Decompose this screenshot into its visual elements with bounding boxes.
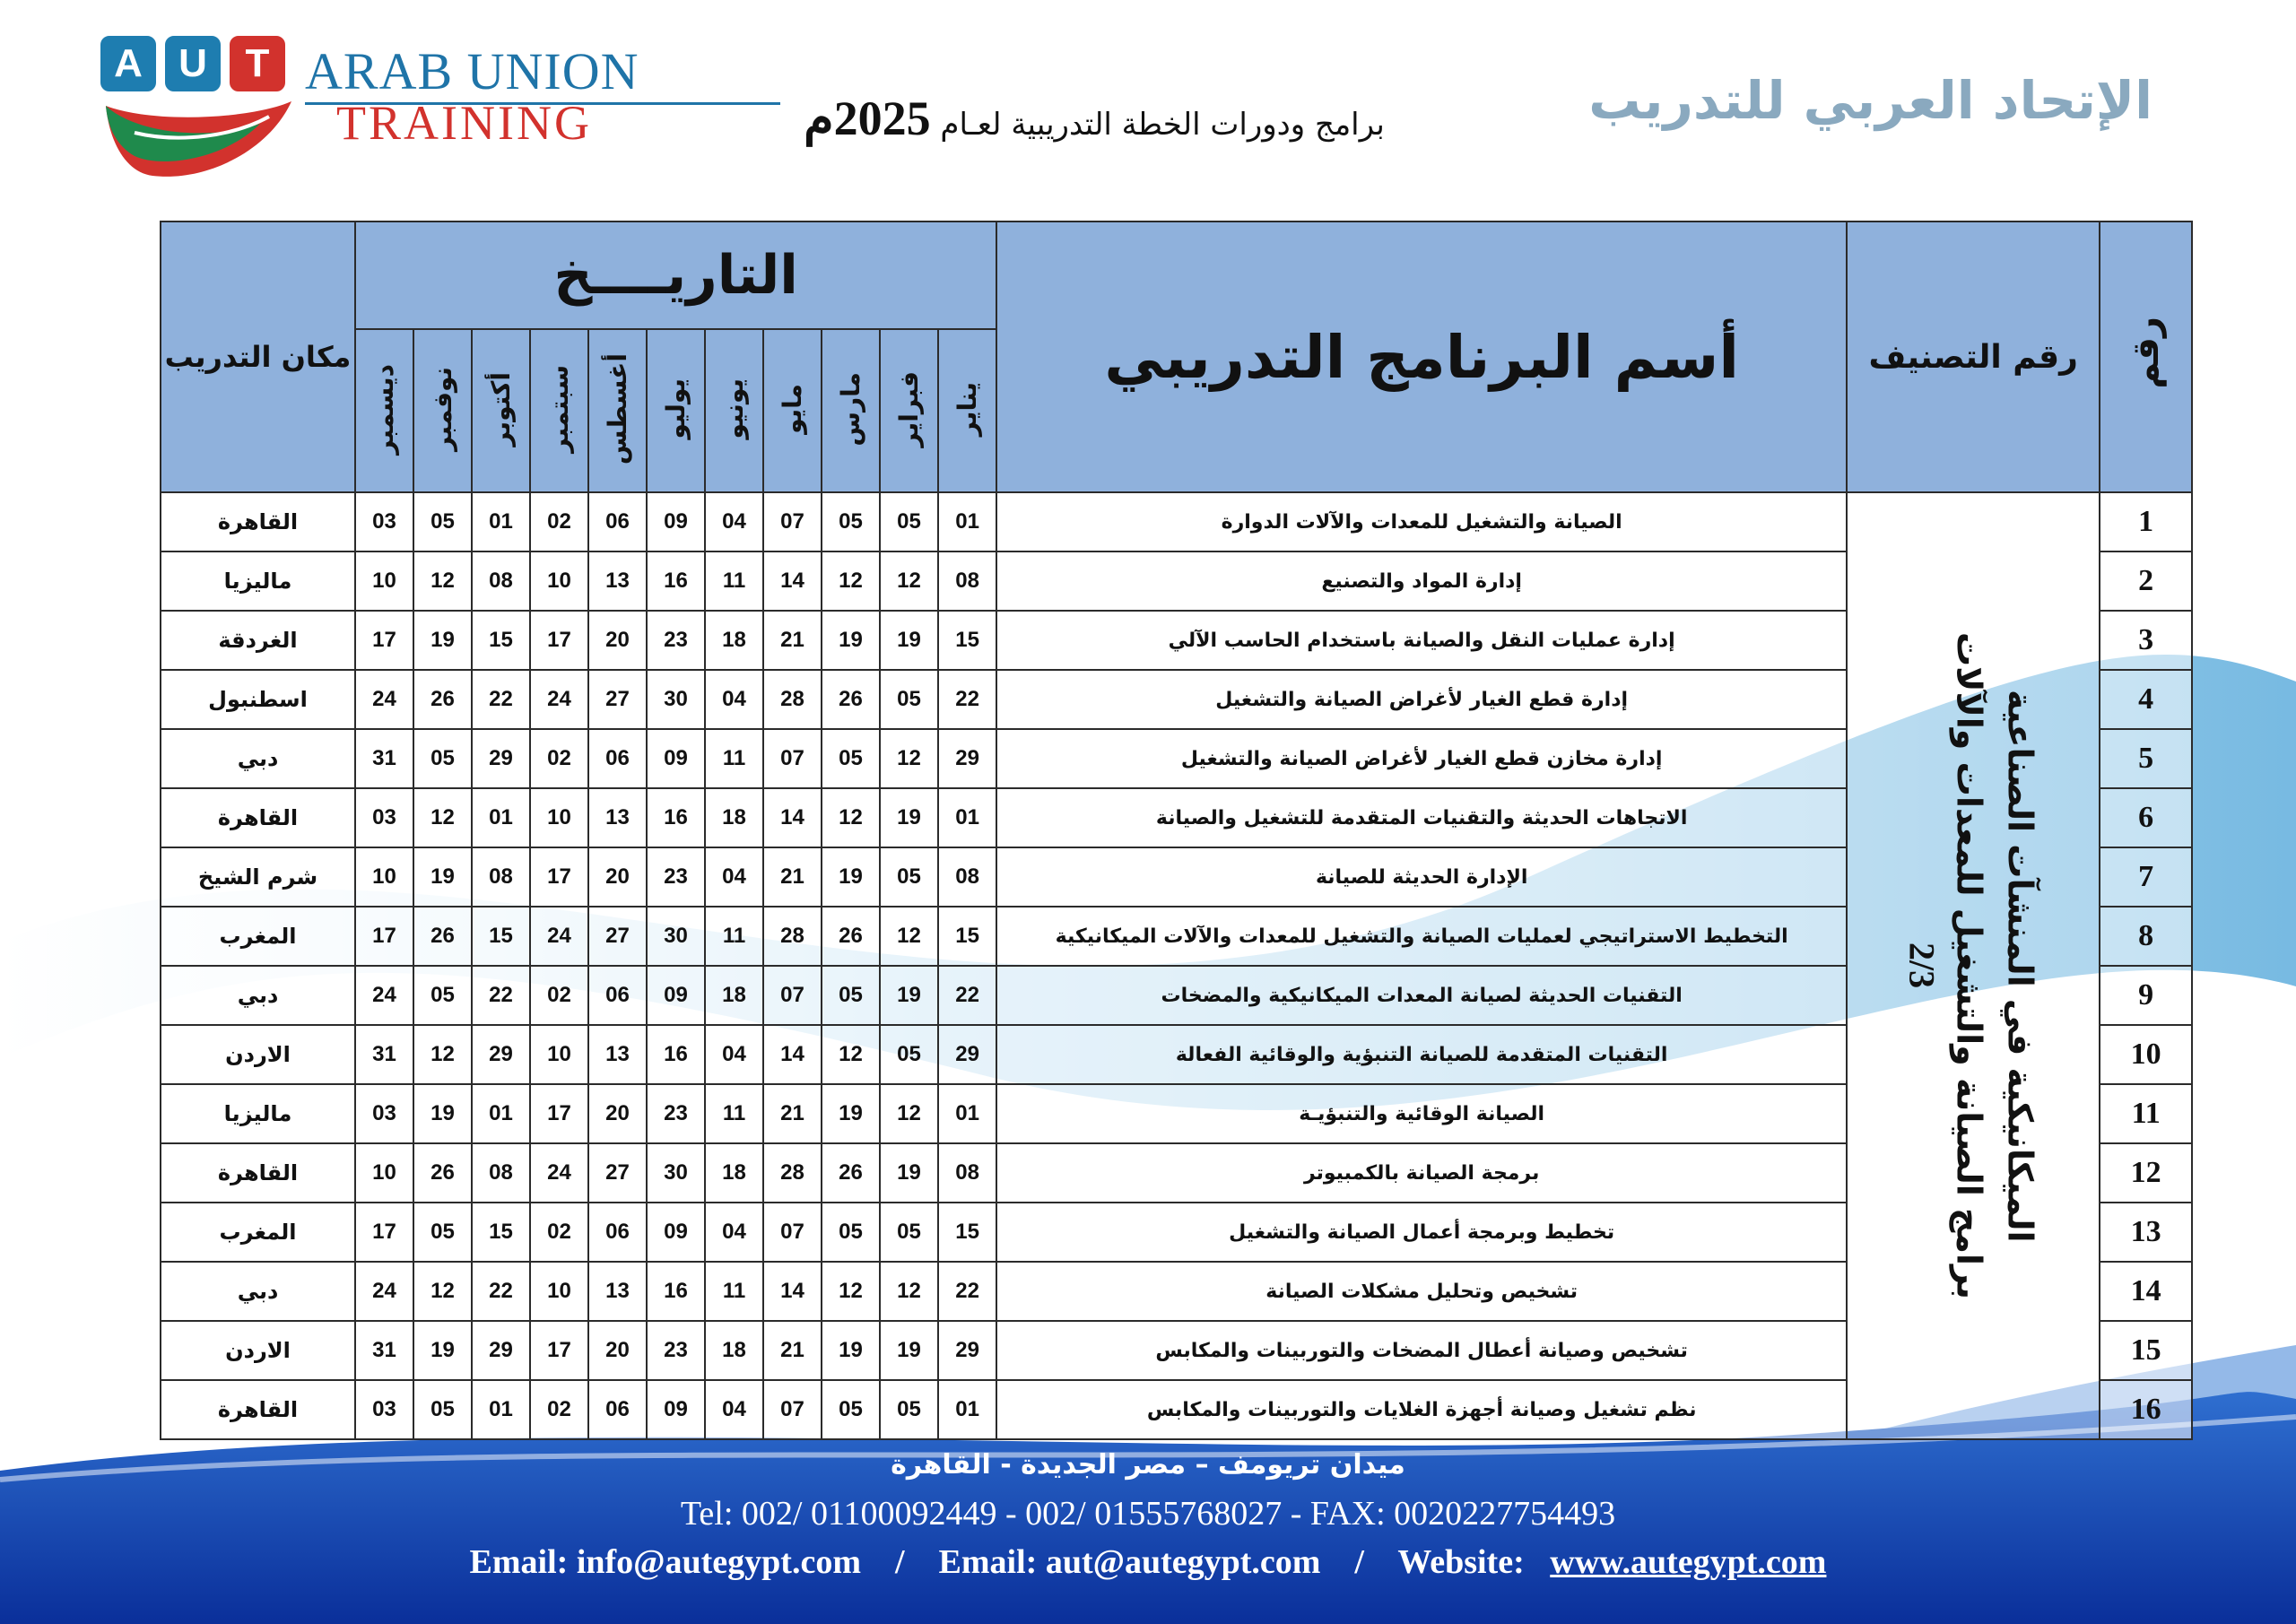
cell-date: 30 xyxy=(647,1143,705,1203)
cell-date: 01 xyxy=(472,788,530,847)
cell-date: 23 xyxy=(647,847,705,907)
month-label: يونيو xyxy=(719,378,749,439)
category-label-line2: الميكانيكية في المنشآت الصناعية xyxy=(2000,689,2040,1243)
cell-date: 01 xyxy=(938,1380,996,1439)
cell-date: 05 xyxy=(413,1203,472,1262)
cell-date: 19 xyxy=(822,847,880,907)
cell-program-name: تشخيص وصيانة أعطال المضخات والتوربينات والمكابس xyxy=(996,1321,1847,1380)
cell-date: 18 xyxy=(705,966,763,1025)
cell-date: 17 xyxy=(530,1321,588,1380)
cell-date: 14 xyxy=(763,788,822,847)
cell-program-name: التخطيط الاستراتيجي لعمليات الصيانة والتشغيل للمعدات والآلات الميكانيكية xyxy=(996,907,1847,966)
cell-date: 26 xyxy=(822,670,880,729)
footer-website-label: Website: xyxy=(1397,1543,1525,1581)
header-month xyxy=(355,329,413,492)
cell-date: 29 xyxy=(938,729,996,788)
cell-date: 21 xyxy=(763,1084,822,1143)
cell-date: 15 xyxy=(472,907,530,966)
cell-date: 11 xyxy=(705,551,763,611)
cell-date: 19 xyxy=(413,611,472,670)
footer-email-aut[interactable]: Email: aut@autegypt.com xyxy=(938,1543,1321,1581)
cell-date: 09 xyxy=(647,966,705,1025)
cell-program-name: إدارة المواد والتصنيع xyxy=(996,551,1847,611)
brand-name-line2: TRAINING xyxy=(336,96,592,150)
header-month xyxy=(413,329,472,492)
cell-date: 26 xyxy=(413,670,472,729)
cell-date: 12 xyxy=(822,1262,880,1321)
cell-date: 12 xyxy=(822,551,880,611)
cell-date: 10 xyxy=(355,551,413,611)
month-label: مارس xyxy=(836,371,865,447)
cell-date: 09 xyxy=(647,729,705,788)
cell-number: 9 xyxy=(2100,966,2192,1025)
cell-date: 20 xyxy=(588,1084,647,1143)
cell-date: 24 xyxy=(355,670,413,729)
cell-date: 05 xyxy=(880,492,938,551)
cell-date: 10 xyxy=(530,788,588,847)
cell-number: 6 xyxy=(2100,788,2192,847)
cell-date: 29 xyxy=(938,1321,996,1380)
cell-date: 05 xyxy=(880,1203,938,1262)
cell-date: 29 xyxy=(472,1025,530,1084)
cell-date: 10 xyxy=(355,1143,413,1203)
cell-date: 06 xyxy=(588,1203,647,1262)
cell-date: 27 xyxy=(588,907,647,966)
cell-number: 5 xyxy=(2100,729,2192,788)
cell-date: 12 xyxy=(880,729,938,788)
cell-date: 14 xyxy=(763,1262,822,1321)
cell-date: 08 xyxy=(472,1143,530,1203)
cell-date: 06 xyxy=(588,1380,647,1439)
footer-separator: / xyxy=(894,1543,905,1581)
cell-date: 19 xyxy=(880,1321,938,1380)
cell-date: 03 xyxy=(355,1380,413,1439)
cell-date: 15 xyxy=(472,1203,530,1262)
cell-date: 12 xyxy=(822,1025,880,1084)
page-header xyxy=(0,0,2296,206)
cell-date: 22 xyxy=(472,670,530,729)
title-year: 2025م xyxy=(804,91,931,145)
header-place: مكان التدريب xyxy=(161,221,355,492)
cell-date: 16 xyxy=(647,1025,705,1084)
cell-number: 11 xyxy=(2100,1084,2192,1143)
cell-date: 31 xyxy=(355,729,413,788)
cell-date: 01 xyxy=(938,788,996,847)
cell-date: 23 xyxy=(647,611,705,670)
footer-contacts xyxy=(0,1542,2296,1582)
cell-date: 28 xyxy=(763,670,822,729)
cell-program-name: إدارة مخازن قطع الغيار لأغراض الصيانة والتشغيل xyxy=(996,729,1847,788)
cell-number: 1 xyxy=(2100,492,2192,551)
cell-number: 16 xyxy=(2100,1380,2192,1439)
cell-date: 22 xyxy=(472,1262,530,1321)
header-month xyxy=(588,329,647,492)
cell-date: 05 xyxy=(880,1380,938,1439)
cell-date: 04 xyxy=(705,1380,763,1439)
cell-program-name: الصيانة الوقائية والتنبؤيـة xyxy=(996,1084,1847,1143)
aut-logo xyxy=(99,25,691,178)
cell-date: 22 xyxy=(938,670,996,729)
footer-email-info[interactable]: Email: info@autegypt.com xyxy=(469,1543,861,1581)
cell-date: 15 xyxy=(472,611,530,670)
logo-letter-a: A xyxy=(100,36,156,91)
cell-date: 04 xyxy=(705,847,763,907)
cell-date: 17 xyxy=(530,847,588,907)
page-footer xyxy=(0,1444,2296,1624)
cell-date: 05 xyxy=(822,1203,880,1262)
cell-program-name: تشخيص وتحليل مشكلات الصيانة xyxy=(996,1262,1847,1321)
training-plan-table xyxy=(160,221,2193,1440)
month-label: نوفمبر xyxy=(428,366,457,452)
cell-program-name: إدارة قطع الغيار لأغراض الصيانة والتشغيل xyxy=(996,670,1847,729)
month-label: يوليو xyxy=(661,378,691,439)
cell-number: 3 xyxy=(2100,611,2192,670)
cell-date: 06 xyxy=(588,729,647,788)
cell-place: القاهرة xyxy=(161,1380,355,1439)
cell-date: 08 xyxy=(938,551,996,611)
cell-date: 27 xyxy=(588,1143,647,1203)
cell-date: 04 xyxy=(705,492,763,551)
cell-program-name: التقنيات الحديثة لصيانة المعدات الميكانيكية والمضخات xyxy=(996,966,1847,1025)
header-number xyxy=(2100,221,2192,492)
cell-date: 31 xyxy=(355,1025,413,1084)
cell-program-name: تخطيط وبرمجة أعمال الصيانة والتشغيل xyxy=(996,1203,1847,1262)
cell-date: 12 xyxy=(880,551,938,611)
cell-date: 09 xyxy=(647,1380,705,1439)
cell-date: 15 xyxy=(938,907,996,966)
cell-date: 23 xyxy=(647,1084,705,1143)
cell-date: 19 xyxy=(880,966,938,1025)
cell-date: 19 xyxy=(880,611,938,670)
cell-place: القاهرة xyxy=(161,492,355,551)
cell-program-name: الاتجاهات الحديثة والتقنيات المتقدمة للتشغيل والصيانة xyxy=(996,788,1847,847)
header-month xyxy=(763,329,822,492)
brand-name-line1: ARAB UNION xyxy=(305,42,639,100)
cell-date: 05 xyxy=(413,492,472,551)
cell-date: 07 xyxy=(763,1380,822,1439)
cell-place: القاهرة xyxy=(161,1143,355,1203)
header-month xyxy=(880,329,938,492)
cell-date: 05 xyxy=(880,847,938,907)
cell-date: 13 xyxy=(588,1262,647,1321)
header-classification: رقم التصنيف xyxy=(1847,221,2100,492)
cell-date: 10 xyxy=(530,551,588,611)
cell-date: 28 xyxy=(763,907,822,966)
cell-date: 24 xyxy=(530,670,588,729)
cell-place: الاردن xyxy=(161,1321,355,1380)
cell-date: 21 xyxy=(763,1321,822,1380)
header-date: التاريــــخ xyxy=(355,221,996,329)
cell-program-name: التقنيات المتقدمة للصيانة التنبؤية والوقائية الفعالة xyxy=(996,1025,1847,1084)
cell-date: 15 xyxy=(938,1203,996,1262)
cell-date: 05 xyxy=(822,966,880,1025)
cell-date: 03 xyxy=(355,788,413,847)
cell-date: 22 xyxy=(938,966,996,1025)
cell-date: 12 xyxy=(413,551,472,611)
cell-place: دبي xyxy=(161,729,355,788)
cell-date: 18 xyxy=(705,1321,763,1380)
cell-date: 03 xyxy=(355,1084,413,1143)
cell-place: القاهرة xyxy=(161,788,355,847)
cell-date: 20 xyxy=(588,611,647,670)
document-title xyxy=(771,90,1417,146)
cell-date: 19 xyxy=(413,1321,472,1380)
cell-date: 01 xyxy=(472,1084,530,1143)
cell-date: 24 xyxy=(355,1262,413,1321)
cell-date: 29 xyxy=(938,1025,996,1084)
cell-date: 13 xyxy=(588,788,647,847)
cell-date: 01 xyxy=(938,1084,996,1143)
cell-program-name: إدارة عمليات النقل والصيانة باستخدام الحاسب الآلي xyxy=(996,611,1847,670)
cell-category xyxy=(1847,492,2100,1439)
cell-date: 05 xyxy=(880,1025,938,1084)
cell-date: 08 xyxy=(472,847,530,907)
cell-program-name: الإدارة الحديثة للصيانة xyxy=(996,847,1847,907)
cell-date: 12 xyxy=(822,788,880,847)
cell-date: 29 xyxy=(472,729,530,788)
cell-date: 18 xyxy=(705,611,763,670)
cell-date: 09 xyxy=(647,492,705,551)
cell-date: 19 xyxy=(822,1084,880,1143)
cell-date: 30 xyxy=(647,907,705,966)
cell-date: 08 xyxy=(938,1143,996,1203)
cell-date: 26 xyxy=(413,1143,472,1203)
header-number-label: رقم xyxy=(2125,316,2167,389)
cell-date: 26 xyxy=(822,907,880,966)
cell-date: 24 xyxy=(355,966,413,1025)
cell-date: 13 xyxy=(588,1025,647,1084)
cell-date: 15 xyxy=(938,611,996,670)
title-prefix: برامج ودورات الخطة التدريبية لعـام xyxy=(940,107,1385,143)
cell-date: 17 xyxy=(530,611,588,670)
cell-date: 12 xyxy=(880,907,938,966)
cell-program-name: برمجة الصيانة بالكمبيوتر xyxy=(996,1143,1847,1203)
cell-date: 12 xyxy=(413,788,472,847)
cell-date: 16 xyxy=(647,788,705,847)
footer-phone: Tel: 002/ 01100092449 - 002/ 01555768027 - FAX: 0020227754493 xyxy=(680,1495,1616,1533)
cell-date: 22 xyxy=(472,966,530,1025)
table-row xyxy=(161,492,2192,551)
cell-date: 17 xyxy=(355,611,413,670)
cell-date: 09 xyxy=(647,1203,705,1262)
category-code: 2/3 xyxy=(1901,942,1943,989)
cell-number: 14 xyxy=(2100,1262,2192,1321)
cell-date: 11 xyxy=(705,907,763,966)
cell-date: 19 xyxy=(880,788,938,847)
header-month xyxy=(938,329,996,492)
cell-date: 07 xyxy=(763,966,822,1025)
cell-date: 17 xyxy=(355,907,413,966)
month-label: فبراير xyxy=(894,370,924,447)
cell-date: 12 xyxy=(880,1262,938,1321)
cell-number: 8 xyxy=(2100,907,2192,966)
cell-date: 10 xyxy=(530,1025,588,1084)
cell-place: الاردن xyxy=(161,1025,355,1084)
cell-place: ماليزيا xyxy=(161,1084,355,1143)
cell-date: 05 xyxy=(413,1380,472,1439)
header-month xyxy=(472,329,530,492)
month-label: ديسمبر xyxy=(370,363,399,455)
cell-place: دبي xyxy=(161,966,355,1025)
cell-date: 16 xyxy=(647,1262,705,1321)
month-label: يناير xyxy=(952,381,983,437)
cell-date: 18 xyxy=(705,788,763,847)
cell-date: 18 xyxy=(705,1143,763,1203)
cell-date: 07 xyxy=(763,492,822,551)
logo-letter-u: U xyxy=(165,36,221,91)
logo-swoosh-icon xyxy=(99,97,296,187)
cell-date: 02 xyxy=(530,966,588,1025)
header-month xyxy=(705,329,763,492)
cell-date: 02 xyxy=(530,1203,588,1262)
cell-date: 23 xyxy=(647,1321,705,1380)
logo-letter-t: T xyxy=(230,36,285,91)
cell-date: 16 xyxy=(647,551,705,611)
cell-number: 7 xyxy=(2100,847,2192,907)
cell-place: شرم الشيخ xyxy=(161,847,355,907)
cell-date: 26 xyxy=(413,907,472,966)
cell-date: 07 xyxy=(763,1203,822,1262)
cell-date: 20 xyxy=(588,1321,647,1380)
cell-date: 12 xyxy=(413,1025,472,1084)
cell-date: 24 xyxy=(530,907,588,966)
cell-number: 2 xyxy=(2100,551,2192,611)
header-program-name: أسم البرنامج التدريبي xyxy=(996,221,1847,492)
month-label: أكتوبر xyxy=(486,371,516,447)
cell-date: 29 xyxy=(472,1321,530,1380)
cell-date: 22 xyxy=(938,1262,996,1321)
cell-date: 13 xyxy=(588,551,647,611)
cell-date: 14 xyxy=(763,1025,822,1084)
brand-name-arabic: الإتحاد العربي للتدريب xyxy=(1588,70,2152,131)
cell-date: 02 xyxy=(530,1380,588,1439)
cell-date: 21 xyxy=(763,847,822,907)
header-month xyxy=(530,329,588,492)
cell-date: 05 xyxy=(413,729,472,788)
header-month xyxy=(822,329,880,492)
category-wrap xyxy=(1848,493,2099,1438)
cell-date: 04 xyxy=(705,670,763,729)
cell-place: الغردقة xyxy=(161,611,355,670)
cell-place: المغرب xyxy=(161,907,355,966)
cell-date: 05 xyxy=(880,670,938,729)
cell-number: 12 xyxy=(2100,1143,2192,1203)
cell-date: 08 xyxy=(938,847,996,907)
cell-date: 11 xyxy=(705,729,763,788)
cell-date: 05 xyxy=(413,966,472,1025)
cell-place: المغرب xyxy=(161,1203,355,1262)
cell-date: 07 xyxy=(763,729,822,788)
cell-date: 17 xyxy=(355,1203,413,1262)
header-month xyxy=(647,329,705,492)
cell-date: 14 xyxy=(763,551,822,611)
month-label: سبتمبر xyxy=(544,364,574,453)
cell-place: اسطنبول xyxy=(161,670,355,729)
cell-date: 20 xyxy=(588,847,647,907)
cell-date: 21 xyxy=(763,611,822,670)
cell-date: 10 xyxy=(355,847,413,907)
category-label-line1: برامج الصيانة والتشغيل للمعدات والآلات xyxy=(1949,632,1989,1299)
cell-date: 19 xyxy=(822,611,880,670)
footer-website-link[interactable]: www.autegypt.com xyxy=(1550,1543,1827,1581)
cell-date: 05 xyxy=(822,492,880,551)
cell-date: 01 xyxy=(938,492,996,551)
cell-date: 12 xyxy=(413,1262,472,1321)
cell-date: 06 xyxy=(588,966,647,1025)
cell-date: 19 xyxy=(413,847,472,907)
cell-date: 10 xyxy=(530,1262,588,1321)
cell-place: ماليزيا xyxy=(161,551,355,611)
cell-date: 17 xyxy=(530,1084,588,1143)
cell-number: 4 xyxy=(2100,670,2192,729)
cell-date: 19 xyxy=(880,1143,938,1203)
cell-date: 27 xyxy=(588,670,647,729)
cell-date: 01 xyxy=(472,492,530,551)
cell-date: 04 xyxy=(705,1025,763,1084)
cell-date: 02 xyxy=(530,492,588,551)
cell-date: 01 xyxy=(472,1380,530,1439)
cell-date: 11 xyxy=(705,1084,763,1143)
month-label: أغسطس xyxy=(603,352,632,465)
cell-date: 31 xyxy=(355,1321,413,1380)
footer-address: ميدان تريومف – مصر الجديدة - القاهرة xyxy=(891,1449,1405,1481)
cell-number: 15 xyxy=(2100,1321,2192,1380)
cell-date: 04 xyxy=(705,1203,763,1262)
cell-date: 12 xyxy=(880,1084,938,1143)
cell-number: 13 xyxy=(2100,1203,2192,1262)
cell-date: 30 xyxy=(647,670,705,729)
cell-date: 11 xyxy=(705,1262,763,1321)
cell-date: 06 xyxy=(588,492,647,551)
cell-date: 05 xyxy=(822,1380,880,1439)
month-label: مايو xyxy=(778,384,807,434)
footer-separator: / xyxy=(1354,1543,1364,1581)
cell-date: 08 xyxy=(472,551,530,611)
cell-date: 28 xyxy=(763,1143,822,1203)
cell-program-name: الصيانة والتشغيل للمعدات والآلات الدوارة xyxy=(996,492,1847,551)
cell-date: 24 xyxy=(530,1143,588,1203)
cell-program-name: نظم تشغيل وصيانة أجهزة الغلايات والتوربينات والمكابس xyxy=(996,1380,1847,1439)
cell-date: 02 xyxy=(530,729,588,788)
cell-date: 05 xyxy=(822,729,880,788)
cell-number: 10 xyxy=(2100,1025,2192,1084)
cell-date: 26 xyxy=(822,1143,880,1203)
cell-place: دبي xyxy=(161,1262,355,1321)
cell-date: 19 xyxy=(413,1084,472,1143)
cell-date: 03 xyxy=(355,492,413,551)
cell-date: 19 xyxy=(822,1321,880,1380)
